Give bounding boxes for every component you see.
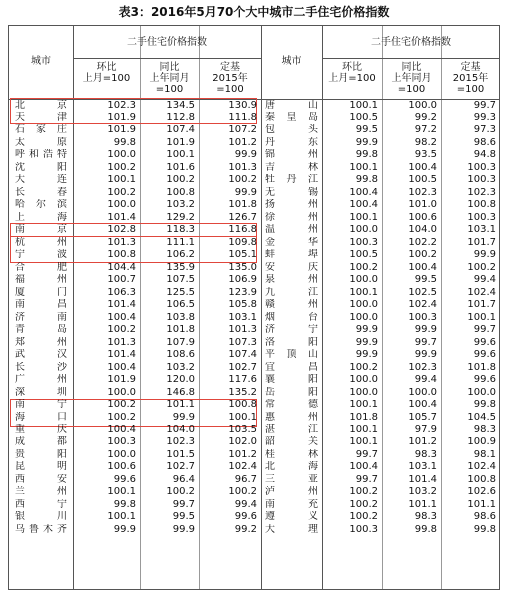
base-value: 100.3 (467, 161, 496, 173)
city-cell: 济宁 (265, 324, 318, 336)
city-cell: 平顶山 (265, 349, 318, 361)
base-header: 定基 2015年=100 (212, 62, 248, 95)
yoy-value: 98.2 (414, 136, 437, 148)
city-cell: 丹东 (265, 136, 318, 148)
mom-value: 99.8 (355, 174, 378, 186)
mom-value: 100.0 (107, 149, 136, 161)
yoy-value: 103.8 (166, 311, 195, 323)
mom-value: 100.2 (107, 399, 136, 411)
mom-value: 99.8 (113, 498, 136, 510)
base-value: 100.1 (467, 311, 496, 323)
base-value: 100.2 (228, 486, 257, 498)
mom-value: 102.3 (107, 99, 136, 111)
yoy-value: 101.4 (408, 473, 437, 485)
mom-value: 99.5 (355, 124, 378, 136)
base-value: 99.9 (234, 149, 257, 161)
yoy-value: 103.2 (166, 199, 195, 211)
yoy-value: 111.1 (166, 236, 195, 248)
mom-header: 环比 上月=100 (328, 62, 376, 84)
mom-value: 99.6 (113, 473, 136, 485)
base-value: 97.3 (473, 124, 496, 136)
yoy-value: 100.4 (408, 399, 437, 411)
mom-value: 100.5 (349, 111, 378, 123)
city-header: 城市 (281, 56, 302, 67)
mom-value: 100.0 (349, 386, 378, 398)
mom-value: 100.0 (349, 274, 378, 286)
yoy-value: 106.2 (166, 249, 195, 261)
yoy-value: 102.7 (166, 461, 195, 473)
base-value: 100.8 (467, 473, 496, 485)
base-value: 102.3 (467, 186, 496, 198)
mom-value: 100.1 (107, 511, 136, 523)
mom-value: 100.2 (349, 261, 378, 273)
mom-value: 100.2 (349, 498, 378, 510)
yoy-value: 104.0 (166, 423, 195, 435)
mom-value: 100.4 (349, 461, 378, 473)
yoy-value: 99.9 (172, 411, 195, 423)
city-cell: 宁波 (15, 249, 67, 261)
city-cell: 西安 (15, 473, 67, 485)
mom-value: 100.3 (349, 523, 378, 535)
yoy-value: 101.1 (408, 498, 437, 510)
base-value: 102.4 (467, 286, 496, 298)
base-value: 99.6 (473, 336, 496, 348)
mom-value: 99.9 (355, 136, 378, 148)
yoy-value: 101.2 (408, 436, 437, 448)
mom-value: 99.9 (113, 523, 136, 535)
base-value: 99.7 (473, 324, 496, 336)
mom-value: 100.5 (349, 249, 378, 261)
base-value: 99.7 (473, 99, 496, 111)
city-cell: 赣州 (265, 299, 318, 311)
yoy-value: 100.2 (408, 249, 437, 261)
base-value: 99.6 (473, 349, 496, 361)
yoy-value: 99.2 (414, 111, 437, 123)
city-cell: 南充 (265, 498, 318, 510)
city-cell: 长沙 (15, 361, 67, 373)
mom-value: 100.1 (349, 423, 378, 435)
city-cell: 常德 (265, 399, 318, 411)
base-value: 100.1 (228, 411, 257, 423)
mom-value: 101.4 (107, 211, 136, 223)
yoy-value: 99.9 (172, 523, 195, 535)
yoy-value: 100.0 (408, 386, 437, 398)
base-value: 106.9 (228, 274, 257, 286)
city-cell: 岳阳 (265, 386, 318, 398)
base-value: 102.4 (228, 461, 257, 473)
base-value: 101.2 (228, 448, 257, 460)
yoy-value: 112.8 (166, 111, 195, 123)
index-group-header: 二手住宅价格指数 (127, 37, 207, 48)
city-cell: 太原 (15, 136, 67, 148)
city-cell: 福州 (15, 274, 67, 286)
city-cell: 惠州 (265, 411, 318, 423)
base-value: 101.8 (228, 199, 257, 211)
mom-value: 100.2 (107, 186, 136, 198)
mom-value: 100.4 (349, 186, 378, 198)
yoy-value: 100.1 (166, 149, 195, 161)
yoy-value: 100.2 (166, 486, 195, 498)
table-title: 表3：2016年5月70个大中城市二手住宅价格指数 (118, 5, 390, 19)
yoy-value: 103.2 (408, 486, 437, 498)
base-value: 100.2 (228, 174, 257, 186)
header-rule (322, 58, 500, 59)
city-cell: 济南 (15, 311, 67, 323)
base-value: 103.1 (467, 224, 496, 236)
mom-value: 100.0 (349, 224, 378, 236)
mom-value: 99.7 (355, 448, 378, 460)
city-cell: 青岛 (15, 324, 67, 336)
mom-value: 100.4 (107, 311, 136, 323)
city-cell: 郑州 (15, 336, 67, 348)
base-value: 102.7 (228, 361, 257, 373)
base-value: 105.8 (228, 299, 257, 311)
mom-value: 101.9 (107, 111, 136, 123)
mom-value: 100.3 (349, 236, 378, 248)
yoy-value: 97.2 (414, 124, 437, 136)
city-cell: 烟台 (265, 311, 318, 323)
mom-value: 101.4 (107, 299, 136, 311)
city-cell: 银川 (15, 511, 67, 523)
yoy-value: 118.3 (166, 224, 195, 236)
yoy-value: 102.3 (408, 361, 437, 373)
yoy-value: 104.0 (408, 224, 437, 236)
yoy-value: 100.5 (408, 174, 437, 186)
mom-value: 100.0 (107, 448, 136, 460)
base-value: 99.8 (473, 399, 496, 411)
yoy-value: 101.8 (166, 324, 195, 336)
base-value: 98.1 (473, 448, 496, 460)
mom-value: 102.8 (107, 224, 136, 236)
mom-value: 100.7 (107, 274, 136, 286)
city-cell: 广州 (15, 374, 67, 386)
yoy-value: 100.4 (408, 261, 437, 273)
city-cell: 成都 (15, 436, 67, 448)
city-cell: 贵阳 (15, 448, 67, 460)
yoy-value: 93.5 (414, 149, 437, 161)
city-cell: 洛阳 (265, 336, 318, 348)
index-group-header: 二手住宅价格指数 (371, 37, 451, 48)
city-cell: 九江 (265, 286, 318, 298)
mom-value: 99.8 (355, 149, 378, 161)
yoy-value: 96.4 (172, 473, 195, 485)
yoy-value: 135.9 (166, 261, 195, 273)
mom-value: 100.1 (349, 211, 378, 223)
city-cell: 牡丹江 (265, 174, 318, 186)
base-value: 99.4 (473, 274, 496, 286)
city-cell: 宜昌 (265, 361, 318, 373)
city-cell: 金华 (265, 236, 318, 248)
base-value: 99.4 (234, 498, 257, 510)
yoy-header: 同比 上年同月=100 (149, 62, 190, 95)
mom-value: 100.8 (107, 249, 136, 261)
yoy-value: 100.3 (408, 311, 437, 323)
yoy-value: 99.7 (172, 498, 195, 510)
mom-value: 101.9 (107, 374, 136, 386)
yoy-value: 98.3 (414, 511, 437, 523)
base-value: 98.6 (473, 511, 496, 523)
yoy-value: 102.3 (166, 436, 195, 448)
city-cell: 无锡 (265, 186, 318, 198)
city-cell: 泉州 (265, 274, 318, 286)
city-cell: 呼和浩特 (15, 149, 67, 161)
base-value: 135.0 (228, 261, 257, 273)
base-value: 99.2 (234, 523, 257, 535)
mom-value: 100.1 (107, 486, 136, 498)
city-cell: 上海 (15, 211, 67, 223)
mom-value: 100.2 (349, 511, 378, 523)
mom-value: 100.0 (349, 299, 378, 311)
base-value: 100.3 (467, 211, 496, 223)
city-cell: 北海 (265, 461, 318, 473)
yoy-value: 100.6 (408, 211, 437, 223)
price-index-table (8, 25, 500, 590)
base-value: 103.5 (228, 423, 257, 435)
base-value: 111.8 (228, 111, 257, 123)
city-cell: 三亚 (265, 473, 318, 485)
yoy-value: 102.4 (408, 299, 437, 311)
header-rule (73, 58, 261, 59)
yoy-value: 102.5 (408, 286, 437, 298)
city-cell: 深圳 (15, 386, 67, 398)
yoy-value: 107.4 (166, 124, 195, 136)
mom-value: 101.3 (107, 336, 136, 348)
city-cell: 泸州 (265, 486, 318, 498)
mom-value: 100.1 (349, 436, 378, 448)
city-cell: 兰州 (15, 486, 67, 498)
city-cell: 重庆 (15, 423, 67, 435)
city-cell: 哈尔滨 (15, 199, 67, 211)
city-cell: 海口 (15, 411, 67, 423)
base-value: 98.6 (473, 136, 496, 148)
base-value: 101.8 (467, 361, 496, 373)
city-cell: 武汉 (15, 349, 67, 361)
mom-value: 101.4 (107, 349, 136, 361)
mom-value: 100.0 (349, 374, 378, 386)
city-cell: 扬州 (265, 199, 318, 211)
mom-value: 101.8 (349, 411, 378, 423)
base-value: 99.8 (473, 523, 496, 535)
yoy-value: 99.8 (414, 523, 437, 535)
mom-value: 100.1 (349, 286, 378, 298)
city-cell: 韶关 (265, 436, 318, 448)
base-value: 103.1 (228, 311, 257, 323)
base-value: 107.2 (228, 124, 257, 136)
yoy-value: 107.9 (166, 336, 195, 348)
yoy-value: 101.1 (166, 399, 195, 411)
base-value: 107.4 (228, 349, 257, 361)
mom-value: 99.7 (355, 473, 378, 485)
base-value: 117.6 (228, 374, 257, 386)
city-cell: 沈阳 (15, 161, 67, 173)
base-value: 116.8 (228, 224, 257, 236)
city-cell: 温州 (265, 224, 318, 236)
city-cell: 南昌 (15, 299, 67, 311)
yoy-value: 103.2 (166, 361, 195, 373)
mom-value: 100.2 (349, 486, 378, 498)
mom-value: 100.6 (107, 461, 136, 473)
yoy-value: 99.4 (414, 374, 437, 386)
city-cell: 襄阳 (265, 374, 318, 386)
base-value: 102.0 (228, 436, 257, 448)
city-cell: 合肥 (15, 261, 67, 273)
yoy-header: 同比 上年同月=100 (391, 62, 432, 95)
city-cell: 锦州 (265, 149, 318, 161)
mom-value: 100.1 (107, 174, 136, 186)
base-value: 96.7 (234, 473, 257, 485)
yoy-value: 120.0 (166, 374, 195, 386)
yoy-value: 99.9 (414, 349, 437, 361)
mom-value: 99.9 (355, 336, 378, 348)
base-value: 101.7 (467, 299, 496, 311)
city-cell: 包头 (265, 124, 318, 136)
yoy-value: 102.3 (408, 186, 437, 198)
city-cell: 乌鲁木齐 (15, 523, 67, 535)
city-cell: 秦皇岛 (265, 111, 318, 123)
mom-value: 100.1 (349, 399, 378, 411)
base-value: 99.6 (234, 511, 257, 523)
yoy-value: 100.0 (408, 99, 437, 111)
city-cell: 长春 (15, 186, 67, 198)
base-header: 定基 2015年=100 (452, 62, 489, 95)
base-value: 102.4 (467, 461, 496, 473)
mom-value: 106.3 (107, 286, 136, 298)
base-value: 100.0 (467, 386, 496, 398)
mom-value: 100.4 (107, 361, 136, 373)
mom-value: 100.1 (349, 99, 378, 111)
mom-value: 100.1 (349, 161, 378, 173)
yoy-value: 134.5 (166, 99, 195, 111)
yoy-value: 100.4 (408, 161, 437, 173)
yoy-value: 101.5 (166, 448, 195, 460)
yoy-value: 107.5 (166, 274, 195, 286)
city-cell: 南宁 (15, 399, 67, 411)
mom-value: 100.2 (349, 361, 378, 373)
mom-value: 100.4 (107, 423, 136, 435)
base-value: 101.2 (228, 136, 257, 148)
base-value: 109.8 (228, 236, 257, 248)
base-value: 135.2 (228, 386, 257, 398)
yoy-value: 125.5 (166, 286, 195, 298)
base-value: 99.9 (473, 249, 496, 261)
city-cell: 天津 (15, 111, 67, 123)
mom-value: 100.3 (107, 436, 136, 448)
city-header: 城市 (31, 56, 51, 67)
city-cell: 厦门 (15, 286, 67, 298)
city-cell: 安庆 (265, 261, 318, 273)
yoy-value: 101.0 (408, 199, 437, 211)
mom-value: 104.4 (107, 261, 136, 273)
base-value: 101.1 (467, 498, 496, 510)
base-value: 101.3 (228, 324, 257, 336)
city-cell: 桂林 (265, 448, 318, 460)
city-cell: 石家庄 (15, 124, 67, 136)
yoy-value: 99.7 (414, 336, 437, 348)
mom-value: 101.9 (107, 124, 136, 136)
mom-value: 100.2 (107, 161, 136, 173)
base-value: 100.9 (467, 436, 496, 448)
yoy-value: 103.1 (408, 461, 437, 473)
base-value: 126.7 (228, 211, 257, 223)
yoy-value: 108.6 (166, 349, 195, 361)
yoy-value: 102.2 (408, 236, 437, 248)
base-value: 99.6 (473, 374, 496, 386)
city-cell: 徐州 (265, 211, 318, 223)
base-value: 105.1 (228, 249, 257, 261)
base-value: 100.8 (228, 399, 257, 411)
base-value: 102.6 (467, 486, 496, 498)
mom-value: 99.8 (113, 136, 136, 148)
mom-value: 101.3 (107, 236, 136, 248)
mom-value: 100.0 (107, 199, 136, 211)
base-value: 99.9 (234, 186, 257, 198)
mom-value: 100.2 (107, 411, 136, 423)
yoy-value: 100.2 (166, 174, 195, 186)
mom-value: 100.2 (107, 324, 136, 336)
city-cell: 大理 (265, 523, 318, 535)
base-value: 98.3 (473, 423, 496, 435)
base-value: 100.2 (467, 261, 496, 273)
city-cell: 北京 (15, 99, 67, 111)
yoy-value: 99.5 (414, 274, 437, 286)
yoy-value: 106.5 (166, 299, 195, 311)
base-value: 100.8 (467, 199, 496, 211)
city-cell: 杭州 (15, 236, 67, 248)
city-cell: 南京 (15, 224, 67, 236)
mom-value: 100.4 (349, 199, 378, 211)
city-cell: 蚌埠 (265, 249, 318, 261)
yoy-value: 101.9 (166, 136, 195, 148)
yoy-value: 98.3 (414, 448, 437, 460)
base-value: 94.8 (473, 149, 496, 161)
base-value: 107.3 (228, 336, 257, 348)
city-cell: 昆明 (15, 461, 67, 473)
yoy-value: 99.9 (414, 324, 437, 336)
yoy-value: 146.8 (166, 386, 195, 398)
base-value: 100.3 (467, 174, 496, 186)
yoy-value: 100.8 (166, 186, 195, 198)
mom-value: 100.0 (107, 386, 136, 398)
city-cell: 西宁 (15, 498, 67, 510)
mom-value: 99.9 (355, 349, 378, 361)
mom-header: 环比 上月=100 (82, 62, 131, 84)
city-cell: 大连 (15, 174, 67, 186)
yoy-value: 99.5 (172, 511, 195, 523)
yoy-value: 101.6 (166, 161, 195, 173)
yoy-value: 97.9 (414, 423, 437, 435)
base-value: 101.3 (228, 161, 257, 173)
city-cell: 唐山 (265, 99, 318, 111)
base-value: 130.9 (228, 99, 257, 111)
city-cell: 吉林 (265, 161, 318, 173)
city-cell: 遵义 (265, 511, 318, 523)
base-value: 104.5 (467, 411, 496, 423)
mom-value: 99.9 (355, 324, 378, 336)
base-value: 99.3 (473, 111, 496, 123)
col-rule (261, 26, 262, 589)
yoy-value: 105.7 (408, 411, 437, 423)
city-cell: 湛江 (265, 423, 318, 435)
yoy-value: 129.2 (166, 211, 195, 223)
mom-value: 100.0 (349, 311, 378, 323)
base-value: 101.7 (467, 236, 496, 248)
base-value: 123.9 (228, 286, 257, 298)
